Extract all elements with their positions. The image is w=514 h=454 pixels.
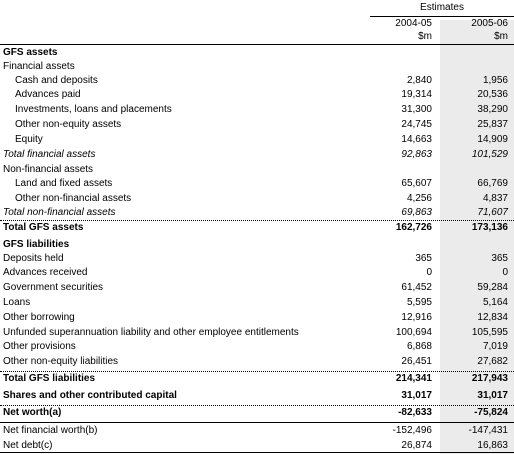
value-2005-06: 173,136 — [471, 222, 508, 233]
value-2005-06: 365 — [491, 253, 508, 264]
value-2004-05: 31,300 — [401, 104, 432, 115]
table-row — [0, 355, 514, 369]
value-2004-05: 365 — [415, 253, 432, 264]
row-label: Total GFS liabilities — [3, 373, 96, 384]
row-label: Total financial assets — [3, 149, 96, 160]
table-bottom-rule — [0, 452, 514, 453]
table-row — [0, 266, 514, 280]
value-2005-06: 59,284 — [477, 282, 508, 293]
value-2005-06: 7,019 — [482, 341, 508, 352]
value-2005-06: 5,164 — [482, 297, 508, 308]
table-row — [0, 238, 514, 252]
row-label: Loans — [3, 297, 31, 308]
table-row — [0, 281, 514, 295]
table-row — [0, 103, 514, 117]
table-row — [0, 46, 514, 60]
row-label: Other non-equity liabilities — [3, 356, 119, 367]
value-2004-05: 0 — [426, 267, 432, 278]
row-label: Investments, loans and placements — [15, 104, 172, 115]
value-2005-06: 0 — [502, 267, 508, 278]
value-2004-05: 31,017 — [401, 390, 432, 401]
table-row — [0, 311, 514, 325]
table-row — [0, 406, 514, 420]
value-2004-05: 65,607 — [401, 178, 432, 189]
table-row — [0, 389, 514, 403]
row-label: Cash and deposits — [15, 75, 98, 86]
row-label: GFS assets — [3, 47, 58, 58]
value-2004-05: 69,863 — [401, 207, 432, 218]
value-2004-05: 19,314 — [401, 89, 432, 100]
value-2005-06: 4,837 — [482, 193, 508, 204]
row-label: GFS liabilities — [3, 239, 70, 250]
row-label: Deposits held — [3, 253, 64, 264]
value-2005-06: 105,595 — [471, 327, 508, 338]
value-2004-05: 26,451 — [401, 356, 432, 367]
header-year-2004-05: 2004-05 — [395, 18, 432, 29]
rule-above-net-worth — [0, 405, 514, 406]
value-2005-06: 20,536 — [477, 89, 508, 100]
table-row — [0, 163, 514, 177]
value-2005-06: 27,682 — [477, 356, 508, 367]
header-year-2005-06: 2005-06 — [471, 18, 508, 29]
row-label: Shares and other contributed capital — [3, 390, 177, 401]
table-row — [0, 60, 514, 74]
row-label: Non-financial assets — [3, 164, 94, 175]
rule-above-total-liabilities — [0, 371, 514, 372]
row-label: Advances received — [3, 267, 88, 278]
header-rule-bottom — [0, 44, 514, 45]
value-2004-05: 162,726 — [395, 222, 432, 233]
table-row — [0, 177, 514, 191]
value-2004-05: 214,341 — [395, 373, 432, 384]
value-2004-05: 26,874 — [401, 440, 432, 451]
value-2005-06: 66,769 — [477, 178, 508, 189]
row-label: Net financial worth(b) — [3, 425, 98, 436]
table-row — [0, 192, 514, 206]
table-row — [0, 118, 514, 132]
header-rule-top — [370, 16, 514, 17]
row-label: Other provisions — [3, 341, 76, 352]
value-2004-05: 14,663 — [401, 134, 432, 145]
row-label: Net worth(a) — [3, 407, 62, 418]
value-2005-06: 31,017 — [477, 390, 508, 401]
value-2004-05: 5,595 — [406, 297, 432, 308]
row-label: Equity — [15, 134, 43, 145]
table-row — [0, 439, 514, 453]
table-row — [0, 340, 514, 354]
value-2005-06: -147,431 — [468, 425, 508, 436]
value-2004-05: 100,694 — [395, 327, 432, 338]
value-2005-06: 38,290 — [477, 104, 508, 115]
value-2005-06: 25,837 — [477, 119, 508, 130]
header-unit-2005-06: $m — [494, 31, 508, 42]
table-row — [0, 88, 514, 102]
header-unit-2004-05: $m — [418, 31, 432, 42]
table-row — [0, 74, 514, 88]
value-2004-05: 92,863 — [401, 149, 432, 160]
row-label: Other non-financial assets — [15, 193, 132, 204]
row-label: Other non-equity assets — [15, 119, 122, 130]
row-label: Total GFS assets — [3, 222, 84, 233]
value-2005-06: 1,956 — [482, 75, 508, 86]
table-row — [0, 148, 514, 162]
row-label: Net debt(c) — [3, 440, 53, 451]
row-label: Other borrowing — [3, 312, 75, 323]
value-2005-06: 12,834 — [477, 312, 508, 323]
value-2005-06: -75,824 — [474, 407, 508, 418]
row-label: Government securities — [3, 282, 104, 293]
header-estimates: Estimates — [420, 2, 464, 13]
row-label: Land and fixed assets — [15, 178, 113, 189]
value-2004-05: 12,916 — [401, 312, 432, 323]
table-row — [0, 252, 514, 266]
value-2005-06: 71,607 — [477, 207, 508, 218]
table-row — [0, 133, 514, 147]
table-row — [0, 296, 514, 310]
value-2004-05: 61,452 — [401, 282, 432, 293]
table-row — [0, 326, 514, 340]
table-row — [0, 372, 514, 386]
value-2005-06: 217,943 — [471, 373, 508, 384]
value-2004-05: 6,868 — [406, 341, 432, 352]
row-label: Financial assets — [3, 61, 75, 72]
value-2004-05: 24,745 — [401, 119, 432, 130]
table-row — [0, 424, 514, 438]
rule-above-total-assets — [0, 220, 514, 221]
value-2004-05: -152,496 — [392, 425, 432, 436]
table-row — [0, 206, 514, 220]
value-2005-06: 16,863 — [477, 440, 508, 451]
value-2004-05: 2,840 — [406, 75, 432, 86]
row-label: Unfunded superannuation liability and other employee entitlements — [3, 327, 299, 338]
table-row — [0, 221, 514, 235]
value-2004-05: 4,256 — [406, 193, 432, 204]
rule-below-net-worth — [0, 422, 514, 423]
value-2004-05: -82,633 — [398, 407, 432, 418]
row-label: Advances paid — [15, 89, 81, 100]
value-2005-06: 101,529 — [471, 149, 508, 160]
row-label: Total non-financial assets — [3, 207, 116, 218]
value-2005-06: 14,909 — [477, 134, 508, 145]
